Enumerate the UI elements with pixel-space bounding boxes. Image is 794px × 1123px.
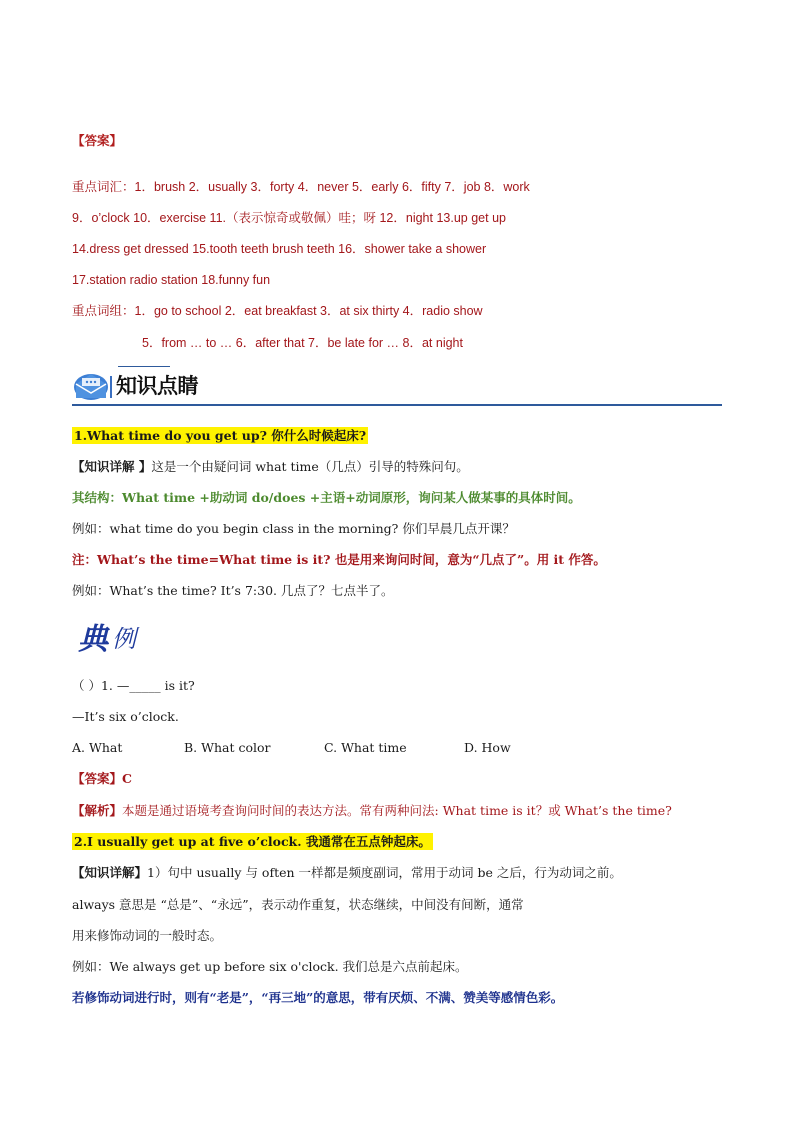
phrase-line-1: 重点词组：1．go to school 2．eat breakfast 3．at six thirty 4．radio show — [72, 304, 483, 318]
point2-always-2: 用来修饰动词的一般时态。 — [72, 928, 223, 943]
option-c: C. What time — [324, 740, 407, 755]
svg-text:典: 典 — [78, 622, 108, 657]
option-b: B. What color — [184, 740, 271, 755]
question-stem: （ ）1. —_____ is it? — [72, 678, 195, 693]
section-title: 知识点睛 — [116, 374, 198, 398]
point2-progressive: 若修饰动词进行时，则有“老是”，“再三地”的意思，带有厌烦、不满、赞美等感情色彩。 — [72, 990, 564, 1005]
point2-always-1: always 意思是 “总是”、“永远”，表示动作重复，状态继续，中间没有间断，通常 — [72, 897, 524, 912]
typical-example-logo — [76, 617, 156, 657]
section-header — [72, 362, 722, 406]
header-divider — [110, 376, 112, 398]
point1-title: 1.What time do you get up? 你什么时候起床? — [74, 428, 367, 443]
vocab-line-3: 14.dress get dressed 15.tooth teeth brush teeth 16．shower take a shower — [72, 242, 487, 256]
option-a: A. What — [72, 740, 123, 755]
header-top-line — [118, 366, 170, 367]
vocab-line-4: 17.station radio station 18.funny fun — [72, 273, 271, 287]
vocab-line-1: 重点词汇：1．brush 2．usually 3．forty 4．never 5．early 6．fifty 7．job 8．work — [72, 180, 530, 194]
svg-text:例: 例 — [112, 625, 136, 653]
point2-detail: 【知识详解】1）句中 usually 与 often 一样都是频度副词，常用于动词 be 之后，行为动词之前。 — [72, 865, 622, 880]
option-d: D. How — [464, 740, 511, 755]
answer-heading: 【答案】 — [72, 133, 123, 148]
point1-example-2: 例如：What’s the time? It’s 7:30. 几点了？七点半了。 — [72, 583, 394, 598]
point2-example: 例如：We always get up before six o'clock. 我们总是六点前起床。 — [72, 959, 468, 974]
point1-note: 注：What’s the time=What time is it? 也是用来询问时间，意为“几点了”。用 it 作答。 — [72, 552, 606, 567]
point1-example-1: 例如：what time do you begin class in the morning? 你们早晨几点开课？ — [72, 521, 515, 536]
question-analysis: 【解析】本题是通过语境考查询问时间的表达方法。常有两种问法: What time is it？或 What’s the time? — [72, 803, 672, 818]
vocab-line-2: 9．o’clock 10．exercise 11.（表示惊奇或敬佩）哇；呀 12．night 13.up get up — [72, 211, 506, 225]
question-answer: 【答案】C — [72, 771, 132, 786]
point1-structure: 其结构：What time +助动词 do/does +主语+动词原形，询问某人做某事的具体时间。 — [72, 490, 581, 505]
point2-title: 2.I usually get up at five o’clock. 我通常在五点钟起床。 — [74, 834, 431, 849]
typical-example-icon — [76, 617, 156, 657]
phrase-line-2: 5．from … to … 6．after that 7．be late for … 8．at night — [142, 336, 463, 350]
point1-detail: 【知识详解 】这是一个由疑问词 what time（几点）引导的特殊问句。 — [72, 459, 469, 474]
header-rule — [72, 404, 722, 406]
envelope-icon — [72, 368, 110, 402]
question-reply: —It’s six o’clock. — [72, 709, 179, 724]
